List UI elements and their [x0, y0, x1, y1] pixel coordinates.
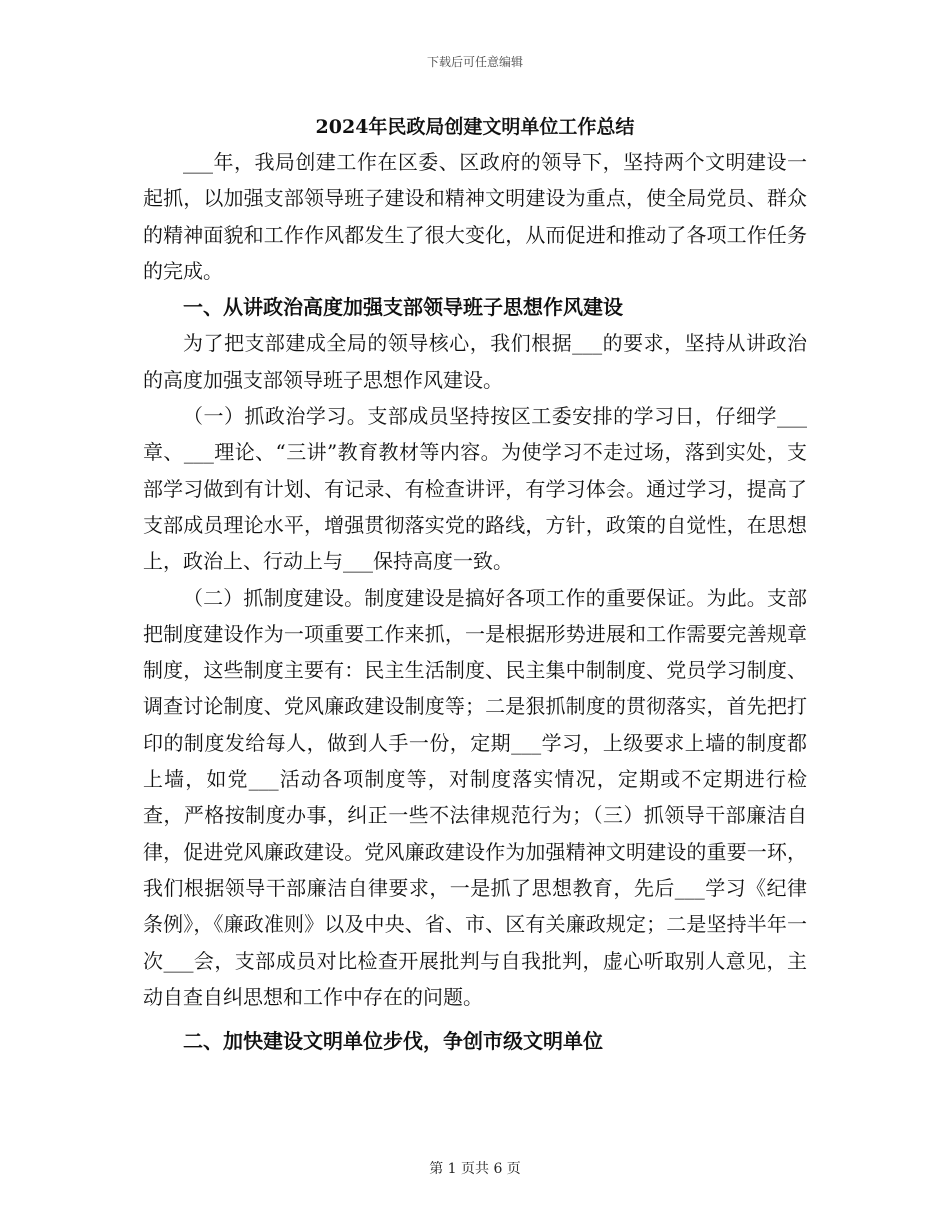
page-header-note: 下载后可任意编辑 — [426, 55, 523, 69]
document-body — [143, 110, 807, 1059]
section-1-intro-paragraph: 为了把支部建成全局的领导核心，我们根据___的要求，坚持从讲政治的高度加强支部领导班子思想作风建设。 — [143, 331, 807, 392]
document-title: 2024年民政局创建文明单位工作总结 — [315, 116, 635, 138]
system-building-paragraph: （二）抓制度建设。制度建设是搞好各项工作的重要保证。为此。支部把制度建设作为一项重要工作来抓，一是根据形势进展和工作需要完善规章制度，这些制度主要有：民主生活制度、民主集中制制度、党员学习制度、调查讨论制度、党风廉政建设制度等；二是狠抓制度的贯彻落实，首先把打印的制度发给每人，做到人手一份，定期___学习，上级要求上墙的制度都上墙，如党___活动各项制度等，对制度落实情况，定期或不定期进行检查，严格按制度办事，纠正一些不法律规范行为；（三）抓领导干部廉洁自律，促进党风廉政建设。党风廉政建设作为加强精神文明建设的重要一环，我们根据领导干部廉洁自律要求，一是抓了思想教育，先后___学习《纪律条例》，《廉政准则》以及中央、省、市、区有关廉政规定；二是坚持半年一次___会，支部成员对比检查开展批判与自我批判，虚心听取别人意见，主动自查自纠思想和工作中存在的问题。 — [143, 585, 807, 1009]
section-heading-1: 一、从讲政治高度加强支部领导班子思想作风建设 — [183, 295, 623, 320]
political-study-paragraph: （一）抓政治学习。支部成员坚持按区工委安排的学习日，仔细学___章、___理论、“三讲”教育教材等内容。为使学习不走过场，落到实处，支部学习做到有计划、有记录、有检查讲评，有学习体会。通过学习，提高了支部成员理论水平，增强贯彻落实党的路线，方针，政策的自觉性，在思想上，政治上、行动上与___保持高度一致。 — [143, 404, 807, 574]
page-footer: 第 1 页共 6 页 — [429, 1161, 521, 1177]
section-heading-2: 二、加快建设文明单位步伐，争创市级文明单位 — [183, 1029, 603, 1054]
intro-paragraph: ___年，我局创建工作在区委、区政府的领导下，坚持两个文明建设一起抓，以加强支部领导班子建设和精神文明建设为重点，使全局党员、群众的精神面貌和工作作风都发生了很大变化，从而促进和推动了各项工作任务的完成。 — [143, 150, 807, 283]
